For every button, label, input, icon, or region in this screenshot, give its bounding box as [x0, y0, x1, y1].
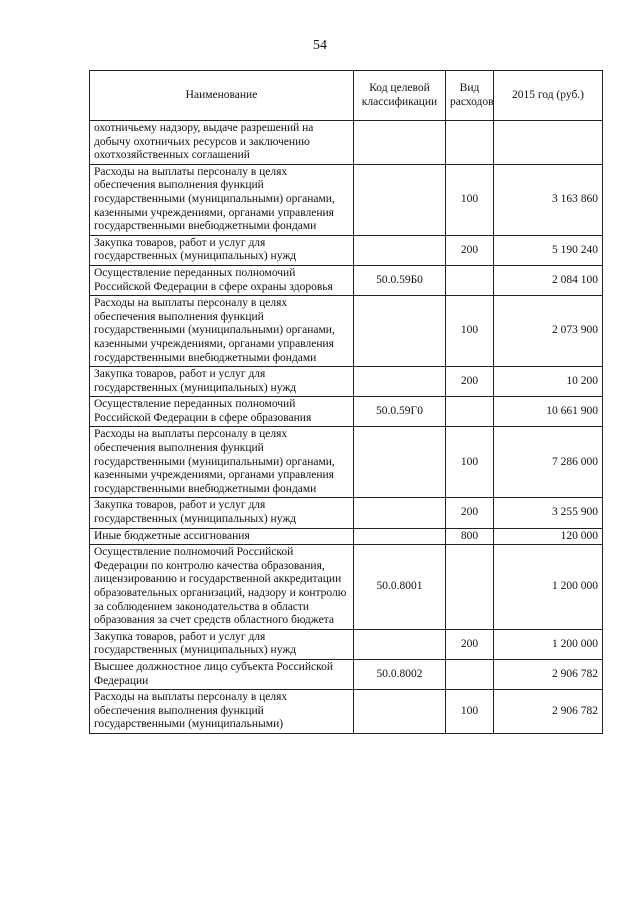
row-amount: 1 200 000 [494, 629, 603, 659]
page-number: 54 [313, 38, 327, 53]
row-amount: 3 163 860 [494, 164, 603, 235]
row-code [354, 528, 446, 545]
table-row [90, 296, 603, 367]
row-code [354, 690, 446, 734]
row-amount: 3 255 900 [494, 498, 603, 528]
table-row [90, 545, 603, 630]
table-row [90, 427, 603, 498]
row-vid: 100 [446, 690, 494, 734]
row-name: Иные бюджетные ассигнования [90, 528, 354, 545]
header-amount: 2015 год (руб.) [494, 71, 603, 121]
row-vid [446, 121, 494, 165]
row-vid: 100 [446, 427, 494, 498]
row-name: Закупка товаров, работ и услуг для государственных (муниципальных) нужд [90, 629, 354, 659]
row-name: Закупка товаров, работ и услуг для государственных (муниципальных) нужд [90, 498, 354, 528]
table-row [90, 235, 603, 265]
row-vid [446, 265, 494, 295]
row-code [354, 164, 446, 235]
row-vid: 200 [446, 498, 494, 528]
row-amount: 7 286 000 [494, 427, 603, 498]
header-vid: Вид расходов [446, 71, 494, 121]
row-code: 50.0.8001 [354, 545, 446, 630]
row-amount: 2 906 782 [494, 690, 603, 734]
row-vid [446, 545, 494, 630]
row-name: Расходы на выплаты персоналу в целях обеспечения выполнения функций государственными (муниципальными) органами, казенными учреждениями, органами управления государственными внебюджетными фондами [90, 296, 354, 367]
row-name: Закупка товаров, работ и услуг для государственных (муниципальных) нужд [90, 367, 354, 397]
row-vid [446, 397, 494, 427]
row-vid [446, 659, 494, 689]
table-row [90, 367, 603, 397]
row-code: 50.0.59Г0 [354, 397, 446, 427]
row-amount: 2 073 900 [494, 296, 603, 367]
row-vid: 200 [446, 367, 494, 397]
table-header-row [90, 71, 603, 121]
table-row [90, 629, 603, 659]
row-name: Расходы на выплаты персоналу в целях обеспечения выполнения функций государственными (муниципальными) [90, 690, 354, 734]
row-code [354, 427, 446, 498]
row-amount: 2 084 100 [494, 265, 603, 295]
header-code: Код целевой классификации [354, 71, 446, 121]
row-code [354, 367, 446, 397]
row-name: Осуществление полномочий Российской Федерации по контролю качества образования, лицензированию и государственной аккредитации образовательных организаций, надзору и контролю за соблюдением законодательства в области образования за счет средств областного бюджета [90, 545, 354, 630]
row-code: 50.0.59Б0 [354, 265, 446, 295]
budget-table [89, 70, 603, 734]
table-row [90, 121, 603, 165]
row-amount: 1 200 000 [494, 545, 603, 630]
table-row [90, 498, 603, 528]
row-amount: 120 000 [494, 528, 603, 545]
row-code [354, 629, 446, 659]
row-name: Высшее должностное лицо субъекта Российской Федерации [90, 659, 354, 689]
row-code [354, 121, 446, 165]
row-code: 50.0.8002 [354, 659, 446, 689]
row-amount: 10 200 [494, 367, 603, 397]
row-vid: 100 [446, 164, 494, 235]
row-name: Осуществление переданных полномочий Российской Федерации в сфере образования [90, 397, 354, 427]
row-vid: 800 [446, 528, 494, 545]
row-vid: 200 [446, 235, 494, 265]
row-code [354, 498, 446, 528]
row-name: Расходы на выплаты персоналу в целях обеспечения выполнения функций государственными (муниципальными) органами, казенными учреждениями, органами управления государственными внебюджетными фондами [90, 427, 354, 498]
row-code [354, 296, 446, 367]
row-vid: 200 [446, 629, 494, 659]
row-name: Осуществление переданных полномочий Российской Федерации в сфере охраны здоровья [90, 265, 354, 295]
row-name: Расходы на выплаты персоналу в целях обеспечения выполнения функций государственными (муниципальными) органами, казенными учреждениями, органами управления государственными внебюджетными фондами [90, 164, 354, 235]
table-row [90, 265, 603, 295]
row-vid: 100 [446, 296, 494, 367]
table-row [90, 690, 603, 734]
row-name: охотничьему надзору, выдаче разрешений на добычу охотничьих ресурсов и заключению охотхозяйственных соглашений [90, 121, 354, 165]
row-amount: 5 190 240 [494, 235, 603, 265]
table-row [90, 164, 603, 235]
table-row [90, 528, 603, 545]
row-amount: 10 661 900 [494, 397, 603, 427]
table-row [90, 659, 603, 689]
row-amount: 2 906 782 [494, 659, 603, 689]
row-amount [494, 121, 603, 165]
row-name: Закупка товаров, работ и услуг для государственных (муниципальных) нужд [90, 235, 354, 265]
row-code [354, 235, 446, 265]
header-name: Наименование [90, 71, 354, 121]
table-row [90, 397, 603, 427]
